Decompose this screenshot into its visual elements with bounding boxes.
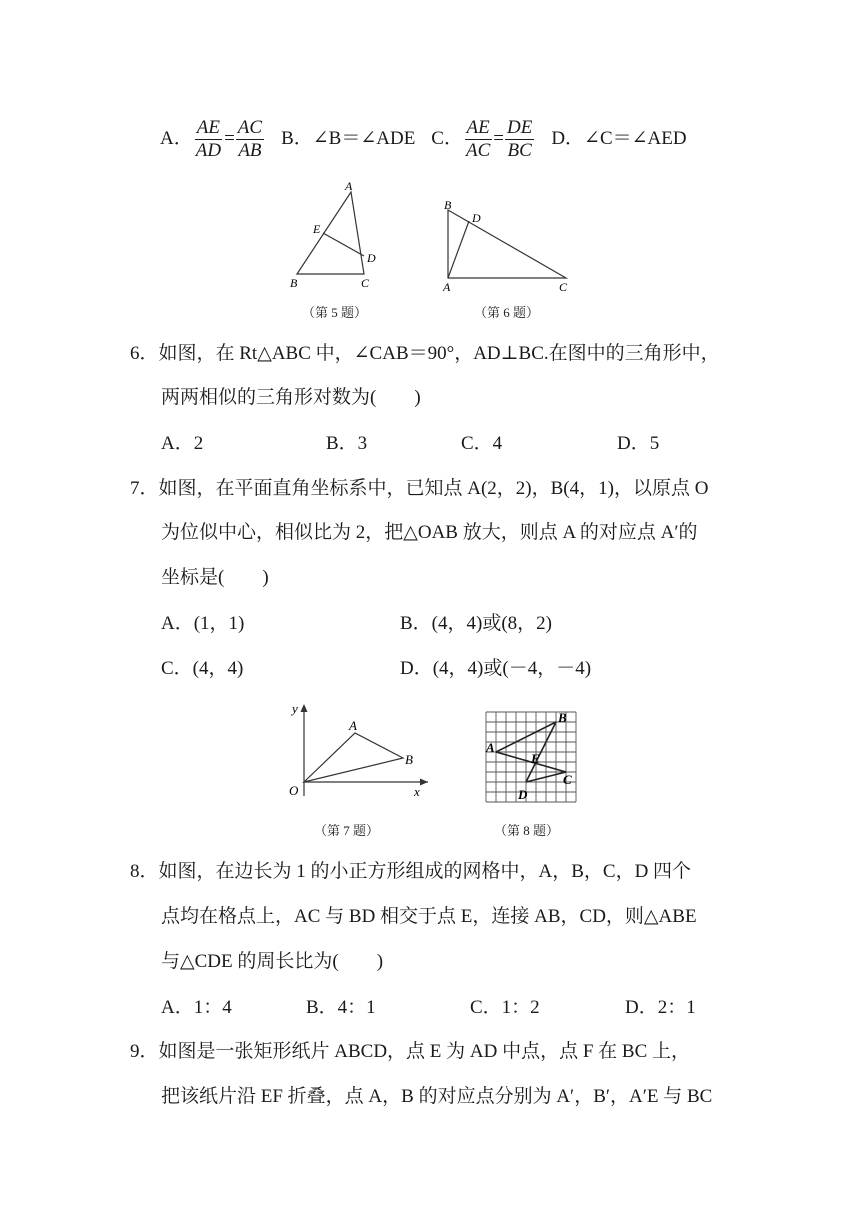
q8-option-b: B．4：1	[306, 997, 376, 1018]
label-b: B	[290, 276, 298, 290]
fraction: $\frac{AC}{AB}$	[237, 116, 263, 161]
q8-stem-line3: 与△CDE 的周长比为( )	[161, 951, 384, 972]
q7-stem-line3: 坐标是( )	[161, 567, 269, 588]
caption-q8: （第 8 题）	[494, 823, 560, 838]
q6-option-b: B．3	[326, 433, 368, 454]
q6-option-a: A．2	[161, 433, 204, 454]
q9-stem-line2: 把该纸片沿 EF 折叠，点 A，B 的对应点分别为 A′，B′，A′E 与 BC	[161, 1086, 713, 1107]
label-b: B	[558, 710, 567, 725]
label-d: D	[367, 251, 376, 265]
label-e: E	[531, 751, 540, 766]
q7-option-b: B．(4，4)或(8，2)	[400, 613, 552, 634]
label-a: A	[486, 740, 495, 755]
q7-option-a: A．(1，1)	[161, 613, 245, 634]
q6-option-d: D．5	[617, 433, 660, 454]
q5-options	[160, 114, 687, 164]
label-a: A	[443, 280, 451, 294]
q9-stem-line1: 9．如图是一张矩形纸片 ABCD，点 E 为 AD 中点，点 F 在 BC 上，	[130, 1041, 691, 1062]
figure-q5	[285, 178, 385, 293]
label-a: A	[345, 179, 353, 193]
q8-option-c: C．1：2	[470, 997, 540, 1018]
label-o: O	[289, 783, 299, 798]
q8-stem-line1: 8．如图，在边长为 1 的小正方形组成的网格中，A，B，C，D 四个	[130, 861, 692, 882]
q6-option-c: C．4	[461, 433, 503, 454]
q5-option-a: A． $\frac{AE}{AD}$ = $\frac{AC}{AB}$	[160, 116, 263, 161]
q8-option-a: A．1：4	[161, 997, 232, 1018]
label-d: D	[518, 787, 528, 802]
caption-q6: （第 6 题）	[474, 305, 540, 320]
figure-q8	[478, 706, 584, 806]
q6-stem-line2: 两两相似的三角形对数为( )	[161, 387, 421, 408]
label-c: C	[563, 772, 572, 787]
q8-stem-line2: 点均在格点上，AC 与 BD 相交于点 E，连接 AB，CD，则△ABE	[161, 906, 697, 927]
q7-option-c: C．(4，4)	[161, 658, 244, 679]
label-d: D	[472, 211, 481, 225]
label-x: x	[414, 784, 420, 799]
q7-stem-line2: 为位似中心，相似比为 2，把△OAB 放大，则点 A 的对应点 A′的	[161, 522, 698, 543]
figure-q7	[282, 700, 432, 802]
q8-option-d: D．2：1	[625, 997, 696, 1018]
q5-option-c: C． $\frac{AE}{AC}$ = $\frac{DE}{BC}$	[431, 116, 533, 161]
label-b: B	[405, 752, 413, 767]
q6-stem-line1: 6．如图，在 Rt△ABC 中，∠CAB＝90°，AD⊥BC.在图中的三角形中，	[130, 343, 720, 364]
q5-option-b: B．∠B＝∠ADE	[281, 128, 416, 149]
q7-option-d: D．(4，4)或(－4，－4)	[400, 658, 592, 679]
fraction: $\frac{AE}{AC}$	[465, 116, 491, 161]
label-a: A	[349, 718, 357, 733]
fraction: $\frac{DE}{BC}$	[506, 116, 533, 161]
q7-stem-line1: 7．如图，在平面直角坐标系中，已知点 A(2，2)，B(4，1)，以原点 O	[130, 478, 709, 499]
label-c: C	[559, 280, 568, 294]
label-y: y	[292, 701, 298, 716]
label-b: B	[444, 198, 452, 212]
caption-q7: （第 7 题）	[314, 823, 380, 838]
q5-option-d: D．∠C＝∠AED	[551, 128, 687, 149]
fraction: $\frac{AE}{AD}$	[195, 116, 222, 161]
caption-q5: （第 5 题）	[302, 305, 368, 320]
figure-q6	[438, 196, 578, 294]
label-c: C	[361, 276, 370, 290]
label-e: E	[313, 222, 321, 236]
